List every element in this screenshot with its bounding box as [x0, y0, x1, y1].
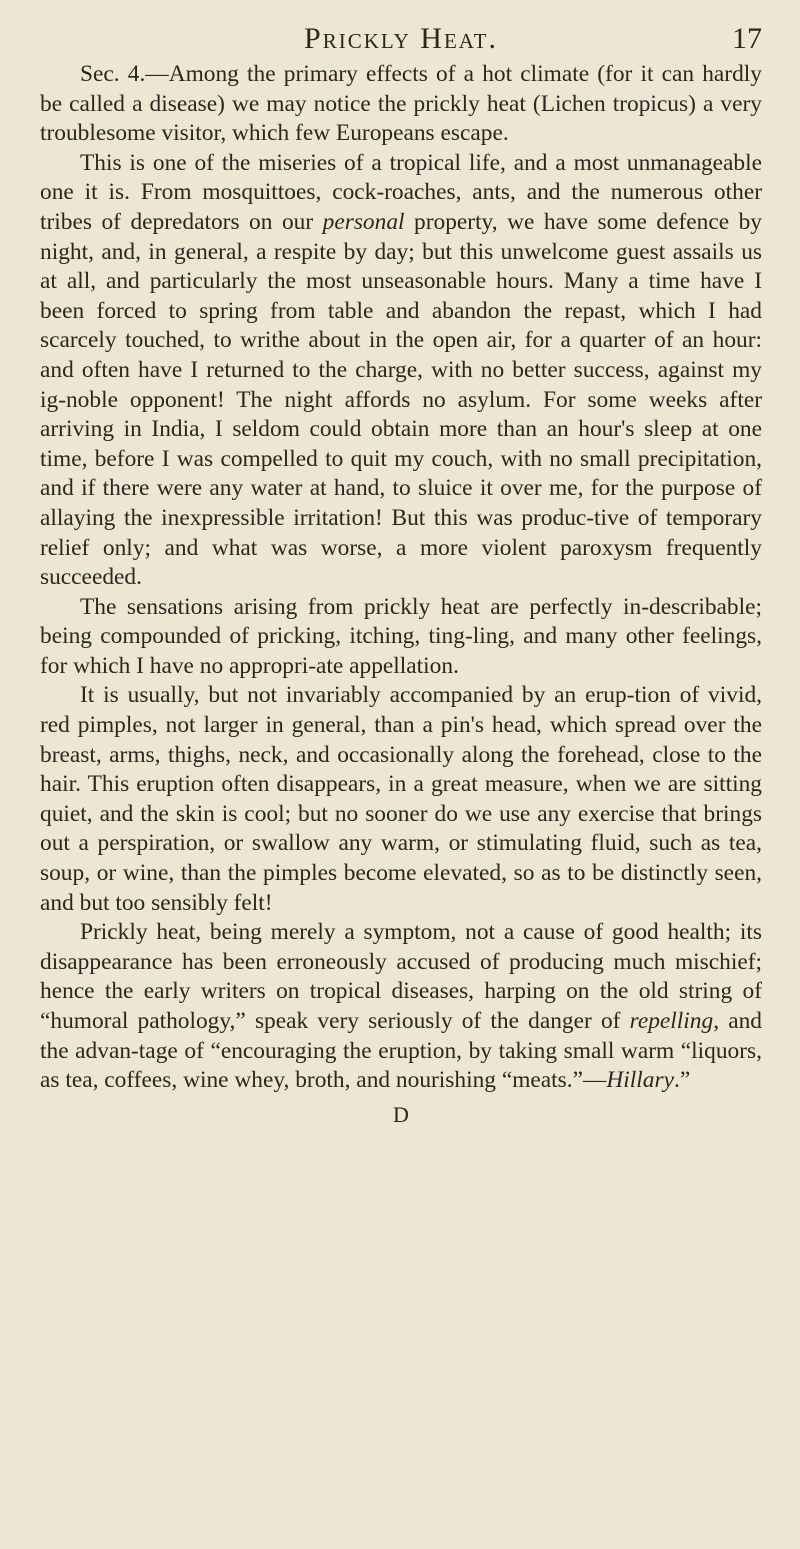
page-number: 17: [732, 22, 762, 55]
paragraph-text: Prickly heat, being merely a symptom, not a cause of good health; its disappearance has been erroneously accused of producing much mischief; hence the early writers on tropical diseases, harping on the old string of “humoral pathology,” speak very seriously of the danger of: [40, 919, 762, 1034]
paragraph-text: This is one of the miseries of a tropical life, and a most unmanageable one it is. From mosquittoes, cock-roaches, ants, and the numerous other tribes of depredators on our: [40, 149, 762, 235]
paragraph-text: The sensations arising from prickly heat are perfectly in-describable; being compounded of pricking, itching, ting-ling, and many other feelings, for which I have no appropri-ate appellation.: [40, 593, 762, 679]
paragraph-text: Sec. 4.—Among the primary effects of a hot climate (for it can hardly be called a disease) we may notice the prickly heat (Lichen tropicus) a very troublesome visitor, which few Europeans escape.: [40, 61, 762, 147]
italic-word: personal: [322, 208, 405, 235]
italic-word: repelling: [629, 1008, 714, 1034]
body-text: [40, 60, 762, 1096]
paragraph-miseries: [40, 149, 762, 593]
quoted-author: Hillary: [606, 1067, 674, 1094]
paragraph-symptom: [40, 918, 762, 1096]
running-head: [40, 0, 762, 60]
paragraph-text: .”: [673, 1067, 691, 1094]
paragraph-text: property, we have some defence by night, and, in general, a respite by day; but this unwelcome guest assails us at all, and particularly the most unseasonable hours. Many a time have I been forced to spring from table and abandon the repast, which I had scarcely touched, to writhe about in the open air, for a quarter of an hour: and often have I returned to the charge, with no better success, against my ig-noble opponent! The night affords no asylum. For some weeks after arriving in India, I seldom could obtain more than an hour's sleep at one time, before I was compelled to quit my couch, with no small precipitation, and if there were any water at hand, to sluice it over me, for the purpose of allaying the inexpressible irritation! But this was produc-tive of temporary relief only; and what was worse, a more violent paroxysm frequently succeeded.: [40, 208, 762, 591]
paragraph-sensations: [40, 593, 762, 682]
paragraph-text: , and the advan-tage of “encouraging the eruption, by taking small warm “liquors, as tea, coffees, wine whey, broth, and nourishing “meats.”—: [40, 1008, 762, 1094]
paragraph-text: It is usually, but not invariably accompanied by an erup-tion of vivid, red pimples, not larger in general, than a pin's head, which spread over the breast, arms, thighs, neck, and occasionally along the forehead, close to the hair. This eruption often disappears, in a great measure, when we are sitting quiet, and the skin is cool; but no sooner do we use any exercise that brings out a perspiration, or swallow any warm, or stimulating fluid, such as tea, soup, or wine, than the pimples become elevated, so as to be distinctly seen, and but too sensibly felt!: [40, 682, 762, 916]
signature-mark: D: [393, 1101, 409, 1127]
paragraph-eruption: [40, 681, 762, 918]
running-title: Prickly Heat.: [304, 22, 498, 55]
paragraph-section-4: [40, 60, 762, 149]
